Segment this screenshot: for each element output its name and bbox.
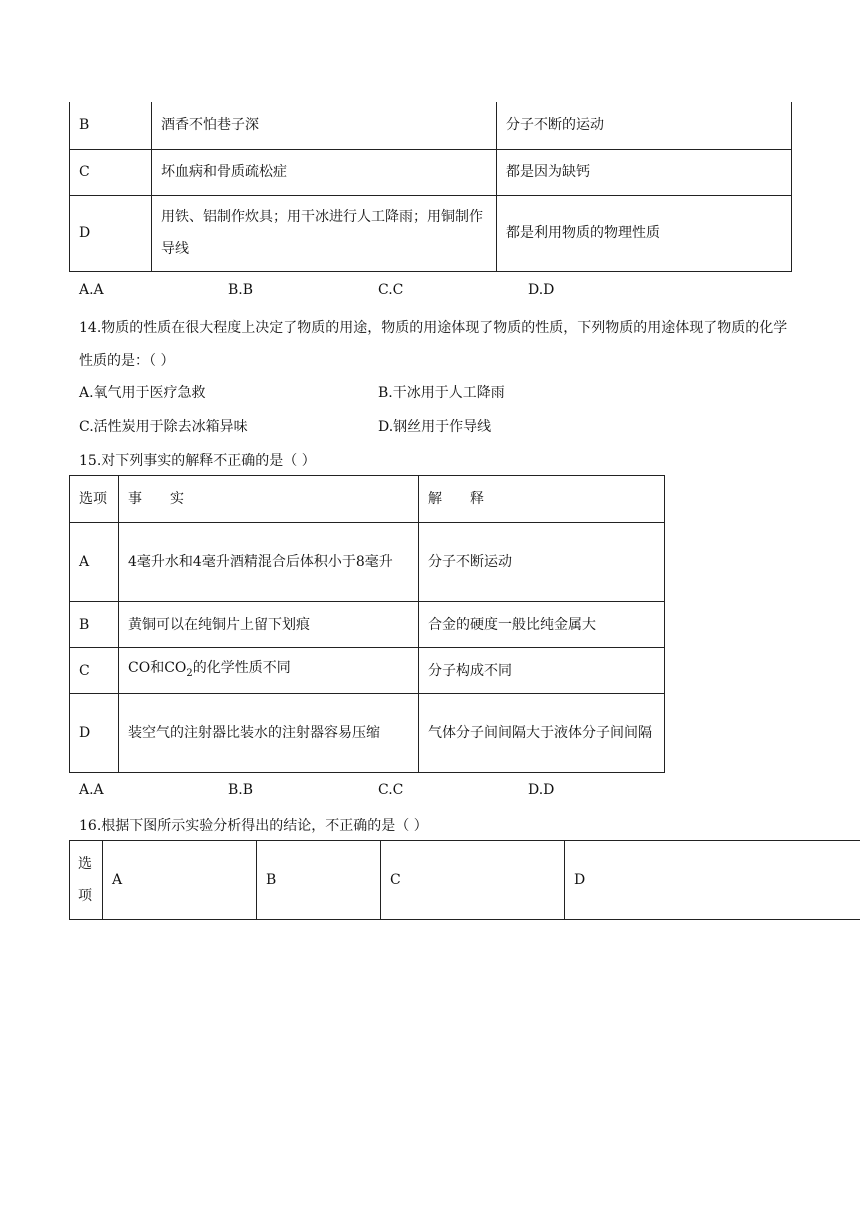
q14-option-b[interactable]: B.干冰用于人工降雨 xyxy=(378,385,505,401)
header-option: 选项 xyxy=(70,841,103,920)
explain-cell: 都是利用物质的物理性质 xyxy=(497,195,792,271)
q13-table xyxy=(69,102,792,272)
q15-text: 15.对下列事实的解释不正确的是（ ） xyxy=(79,453,316,469)
explain-cell: 分子不断的运动 xyxy=(497,102,792,149)
header-d: D xyxy=(565,841,860,920)
header-b: B xyxy=(257,841,381,920)
explain-cell: 分子构成不同 xyxy=(419,648,665,694)
q15-table xyxy=(69,475,665,773)
q14-text: 14.物质的性质在很大程度上决定了物质的用途，物质的用途体现了物质的性质，下列物质的用途体现了物质的化学性质的是：（ ） xyxy=(79,320,788,369)
option-cell: D xyxy=(70,195,152,271)
fact-cell: 装空气的注射器比装水的注射器容易压缩 xyxy=(119,694,419,773)
table-row xyxy=(70,149,792,195)
table-row xyxy=(70,602,665,648)
header-c: C xyxy=(381,841,565,920)
table-row xyxy=(70,694,665,773)
fact-cell: 黄铜可以在纯铜片上留下划痕 xyxy=(119,602,419,648)
explain-cell: 分子不断运动 xyxy=(419,523,665,602)
subscript: 2 xyxy=(186,667,193,679)
option-cell: A xyxy=(70,523,119,602)
header-fact: 事 实 xyxy=(119,476,419,523)
choice-d[interactable]: D.D xyxy=(528,782,555,798)
fact-cell: 酒香不怕巷子深 xyxy=(152,102,497,149)
table-header-row xyxy=(70,841,860,920)
q14-option-c[interactable]: C.活性炭用于除去冰箱异味 xyxy=(79,419,248,435)
choice-c[interactable]: C.C xyxy=(378,282,404,298)
q16-table xyxy=(69,840,860,920)
option-cell: C xyxy=(70,648,119,694)
q14-option-d[interactable]: D.钢丝用于作导线 xyxy=(378,419,492,435)
table-header-row xyxy=(70,476,665,523)
fact-cell: 用铁、铝制作炊具；用干冰进行人工降雨；用铜制作导线 xyxy=(152,195,497,271)
explain-cell: 都是因为缺钙 xyxy=(497,149,792,195)
table-row xyxy=(70,195,792,271)
fact-cell: 4毫升水和4毫升酒精混合后体积小于8毫升 xyxy=(119,523,419,602)
option-cell: C xyxy=(70,149,152,195)
choice-b[interactable]: B.B xyxy=(228,782,254,798)
table-row xyxy=(70,648,665,694)
choice-d[interactable]: D.D xyxy=(528,282,555,298)
header-explain: 解 释 xyxy=(419,476,665,523)
fact-cell xyxy=(119,648,419,694)
choice-b[interactable]: B.B xyxy=(228,282,254,298)
header-option: 选项 xyxy=(70,476,119,523)
option-cell: B xyxy=(70,102,152,149)
header-a: A xyxy=(103,841,257,920)
fact-cell: 坏血病和骨质疏松症 xyxy=(152,149,497,195)
choice-c[interactable]: C.C xyxy=(378,782,404,798)
choice-a[interactable]: A.A xyxy=(79,282,104,298)
explain-cell: 合金的硬度一般比纯金属大 xyxy=(419,602,665,648)
fact-text-post: 的化学性质不同 xyxy=(192,659,291,676)
table-row xyxy=(70,102,792,149)
choice-a[interactable]: A.A xyxy=(79,782,104,798)
option-cell: D xyxy=(70,694,119,773)
q14-option-a[interactable]: A.氧气用于医疗急救 xyxy=(79,385,206,401)
q16-text: 16.根据下图所示实验分析得出的结论，不正确的是（ ） xyxy=(79,818,428,834)
option-cell: B xyxy=(70,602,119,648)
table-row xyxy=(70,523,665,602)
explain-cell: 气体分子间间隔大于液体分子间间隔 xyxy=(419,694,665,773)
fact-text-pre: CO和CO xyxy=(128,659,187,676)
